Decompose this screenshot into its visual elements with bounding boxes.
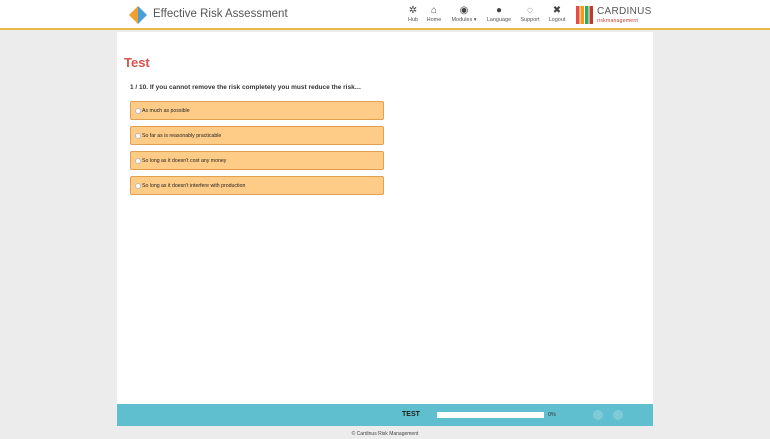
answer-option[interactable]: So far as is reasonably practicable	[130, 126, 384, 145]
brand-bars-icon	[576, 6, 594, 24]
hub-icon: ✲	[408, 5, 418, 16]
brand-logo	[576, 6, 656, 26]
footer-bar	[117, 404, 653, 426]
footer-label: TEST	[402, 411, 420, 418]
nav-logout[interactable]: ✖ Logout	[540, 4, 574, 24]
close-icon: ✖	[552, 5, 562, 16]
globe-icon: ●	[495, 5, 503, 16]
brand-subtitle: riskmanagement	[597, 18, 639, 24]
answer-option[interactable]: As much as possible	[130, 101, 384, 120]
brand-name: CARDINUS	[597, 6, 652, 17]
nav-home[interactable]: ⌂ Home	[417, 4, 451, 24]
main-content	[117, 32, 653, 404]
radio-button[interactable]	[135, 108, 141, 114]
answer-option[interactable]: So long as it doesn't interfere with production	[130, 176, 384, 195]
app-logo-icon	[129, 6, 147, 24]
page-title: Test	[124, 55, 150, 70]
chat-icon: ◌	[527, 5, 533, 16]
home-icon: ⌂	[430, 5, 438, 16]
radio-button[interactable]	[135, 158, 141, 164]
next-button[interactable]	[613, 410, 623, 420]
nav-support[interactable]: ◌ Support	[513, 4, 547, 24]
copyright: © Cardinus Risk Management	[351, 431, 419, 437]
nav-language[interactable]: ● Language	[482, 4, 516, 24]
nav-hub[interactable]: ✲ Hub	[396, 4, 430, 24]
progress-bar	[437, 412, 544, 418]
header	[0, 0, 770, 30]
previous-button[interactable]	[593, 410, 603, 420]
radio-button[interactable]	[135, 133, 141, 139]
radio-button[interactable]	[135, 183, 141, 189]
app-title: Effective Risk Assessment	[153, 8, 288, 20]
nav-modules[interactable]: ◉ Modules ▾	[447, 4, 481, 24]
progress-percent: 0%	[548, 412, 556, 418]
question-text: 1 / 10. If you cannot remove the risk completely you must reduce the risk…	[130, 84, 362, 91]
answer-option[interactable]: So long as it doesn't cost any money	[130, 151, 384, 170]
dashboard-icon: ◉	[459, 5, 469, 16]
